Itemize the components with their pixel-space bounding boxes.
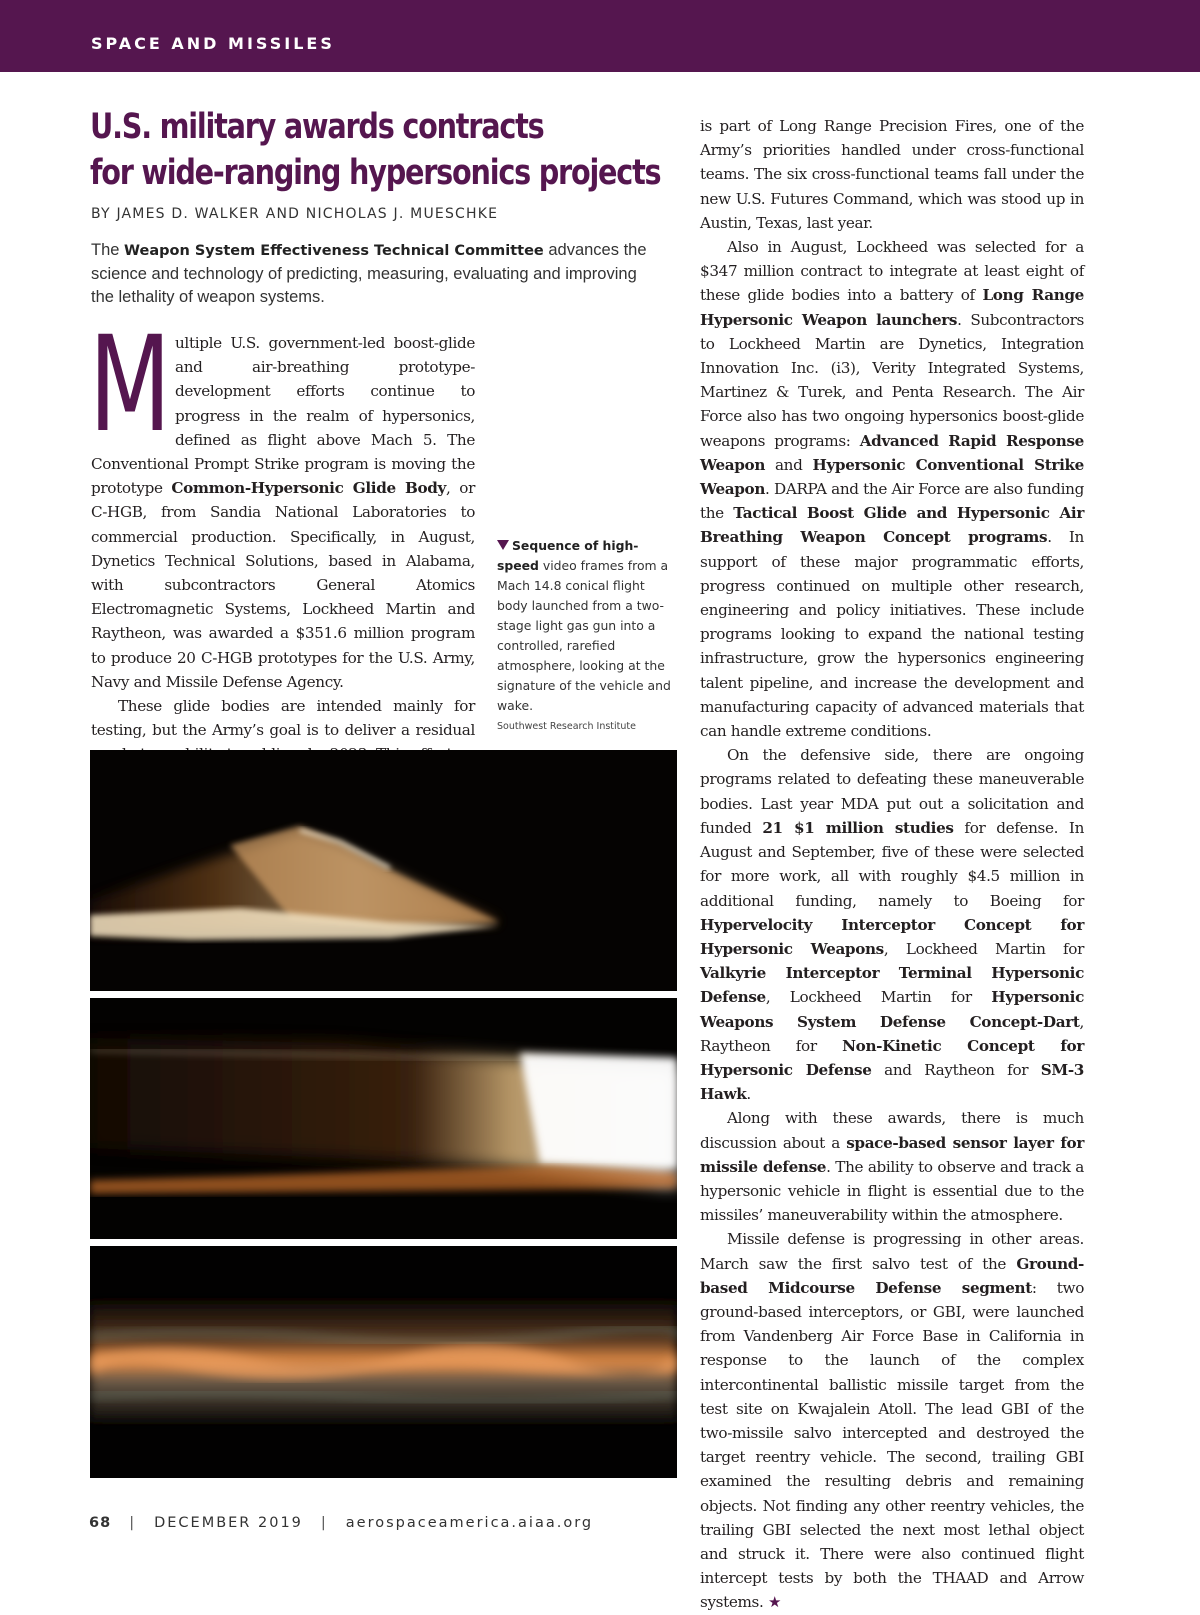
paragraph-3-text-f: . In support of these major programmatic efforts, progress continued on multiple other research, engineering and policy initiatives. These include programs looking to expand the national testing infrastructure, grow the hypersonics engineering talent pipeline, and increase the development and manufacturing capacity of advanced materials that can handle extreme conditions.	[700, 528, 1084, 741]
paragraph-4-text-c: for defense. In August and September, five of these were selected for more work, all with roughly $4.5 million in additional funding, namely to Boeing for	[700, 818, 1085, 910]
paragraph-6-text-a: Missile defense is progressing in other areas. March saw the first salvo test of the	[700, 1230, 1084, 1273]
paragraph-2-continued: is part of Long Range Precision Fires, one of the Army’s priorities handled under cross-functional teams. The six cross-functional teams fall under the new U.S. Futures Command, which was stood up in Austin, Texas, last year.	[700, 117, 1084, 232]
video-frame-3	[90, 1246, 677, 1478]
paragraph-3-bold-2: Advanced Rapid Response Weapon	[700, 431, 1084, 474]
hypersonic-body-frame-1-image	[90, 750, 677, 991]
paragraph-4-text-f: , Raytheon for	[700, 1012, 1084, 1055]
wake-frame-3-image	[90, 1246, 677, 1478]
paragraph-3-bold-4: Tactical Boost Glide and Hypersonic Air Breathing Weapon Concept programs	[700, 504, 1084, 547]
paragraph-2-start: These glide bodies are intended mainly for testing, but the Army’s goal is to deliver a residual	[91, 697, 475, 740]
end-mark-star-icon: ★	[767, 1593, 782, 1612]
paragraph-4-text-h: .	[746, 1085, 751, 1104]
paragraph-4-text-g: and Raytheon for	[871, 1060, 1041, 1079]
video-frame-1	[90, 750, 677, 991]
article-column-right	[700, 114, 1084, 1615]
paragraph-4-bold-2: Hypervelocity Interceptor Concept for Hypersonic Weapons	[700, 915, 1084, 958]
paragraph-4-bold-3: Valkyrie Interceptor Terminal Hypersonic Defense	[700, 964, 1084, 1007]
paragraph-4-bold-5: Non-Kinetic Concept for Hypersonic Defense	[700, 1036, 1084, 1079]
paragraph-1-bold: Common-Hypersonic Glide Body	[171, 479, 447, 498]
paragraph-3-text-e: . DARPA and the Air Force are also funding the	[700, 480, 1084, 523]
headline	[90, 104, 661, 196]
section-label: SPACE AND MISSILES	[91, 34, 335, 53]
paragraph-5-text-c: . The ability to observe and track a hypersonic vehicle in flight is essential due to the missiles’ maneuverability within the atmosphere.	[700, 1157, 1084, 1225]
drop-cap: M	[89, 308, 171, 462]
footer-separator-2: |	[320, 1515, 328, 1531]
caption-text: video frames from a Mach 14.8 conical flight body launched from a two-stage light gas gun into a controlled, rarefied atmosphere, looking at the signature of the vehicle and wake.	[497, 558, 671, 713]
paragraph-6-bold: Ground-based Midcourse Defense segment	[700, 1254, 1084, 1297]
paragraph-3-bold-3: Hypersonic Conventional Strike Weapon	[700, 455, 1084, 499]
photo-caption	[497, 536, 677, 716]
paragraph-4-bold-6: SM-3 Hawk	[700, 1060, 1084, 1104]
page-number: 68	[89, 1515, 112, 1531]
paragraph-4-bold-4: Hypersonic Weapons System Defense Concept-Dart	[700, 988, 1084, 1031]
paragraph-6-text-c: : two ground-based interceptors, or GBI, were launched from Vandenberg Air Force Base in California in response to the launch of the complex intercontinental ballistic missile target from the test site on Kwajalein Atoll. The lead GBI of the two-missile salvo intercepted and destroyed the target reentry vehicle. The second, trailing GBI examined the resulting debris and remaining objects. Not finding any other reentry vehicles, the trailing GBI selected the next most lethal object and struck it. There were also continued flight intercept tests by both the THAAD and Arrow systems.	[700, 1278, 1084, 1612]
paragraph-5-text-a: Along with these awards, there is much discussion about a	[700, 1109, 1084, 1152]
video-frame-2	[90, 998, 677, 1239]
page-footer	[89, 1515, 593, 1531]
paragraph-3-bold-1: Long Range Hypersonic Weapon launchers	[700, 286, 1084, 329]
paragraph-4-text-a: On the defensive side, there are ongoing programs related to defeating these maneuverable bodies. Last year MDA put out a solicitation and funded	[700, 746, 1084, 837]
paragraph-3	[700, 235, 1084, 743]
paragraph-5-bold: space-based sensor layer for missile defense	[700, 1133, 1084, 1176]
issue-date: DECEMBER 2019	[154, 1515, 303, 1531]
paragraph-3-text-a: Also in August, Lockheed was selected for a $347 million contract to integrate at least eight of these glide bodies into a battery of	[700, 238, 1084, 305]
caption-bold: Sequence of high-speed	[497, 538, 639, 573]
byline: BY JAMES D. WALKER AND NICHOLAS J. MUESCHKE	[91, 206, 499, 222]
headline-line-2: for wide-ranging hypersonics projects	[90, 153, 661, 193]
headline-line-1: U.S. military awards contracts	[90, 107, 544, 147]
intro-committee-name: Weapon System Effectiveness Technical Committee	[124, 243, 544, 259]
paragraph-3-text-d: and	[765, 455, 813, 474]
hypersonic-body-frame-2-image	[90, 998, 677, 1239]
paragraph-1-text-a: ultiple U.S. government-led boost-glide and air-breathing prototype-development efforts continue to progress in the realm of hypersonics, defined as flight above Mach 5. The Conventional Prompt Strike program is moving the prototype	[91, 334, 475, 498]
paragraph-3-text-c: . Subcontractors to Lockheed Martin are Dynetics, Integration Innovation Inc. (i3), Verity Integrated Systems, Martinez & Turek, and Penta Research. The Air Force also has two ongoing hypersonics boost-glide weapons programs:	[700, 310, 1084, 450]
footer-separator-1: |	[129, 1515, 137, 1531]
photo-credit: Southwest Research Institute	[497, 721, 636, 732]
paragraph-4-text-e: , Lockheed Martin for	[765, 988, 992, 1007]
article-column-left	[89, 308, 475, 767]
paragraph-4-text-d: , Lockheed Martin for	[883, 939, 1084, 958]
paragraph-5	[700, 1106, 1084, 1227]
website-url: aerospaceamerica.aiaa.org	[345, 1515, 594, 1531]
paragraph-6	[700, 1227, 1084, 1614]
paragraph-4	[700, 743, 1084, 1106]
paragraph-4-bold-1: 21 $1 million studies	[762, 818, 954, 837]
intro-prefix: The	[91, 241, 125, 259]
paragraph-1-text-b: , or C-HGB, from Sandia National Laboratories to commercial production. Specifically, in August, Dynetics Technical Solutions, based in Alabama, with subcontractors General Atomics Electromagnetic Systems, Lockheed Martin and Raytheon, was awarded a $351.6 million program to produce 20 C-HGB prototypes for the U.S. Army, Navy and Missile Defense Agency.	[91, 479, 475, 691]
intro-text: advances the science and technology of predicting, measuring, evaluating and improving the lethality of weapon systems.	[91, 241, 647, 306]
paragraph-1	[89, 308, 475, 694]
caption-pointer-icon	[497, 540, 509, 550]
intro-deck	[91, 239, 651, 309]
